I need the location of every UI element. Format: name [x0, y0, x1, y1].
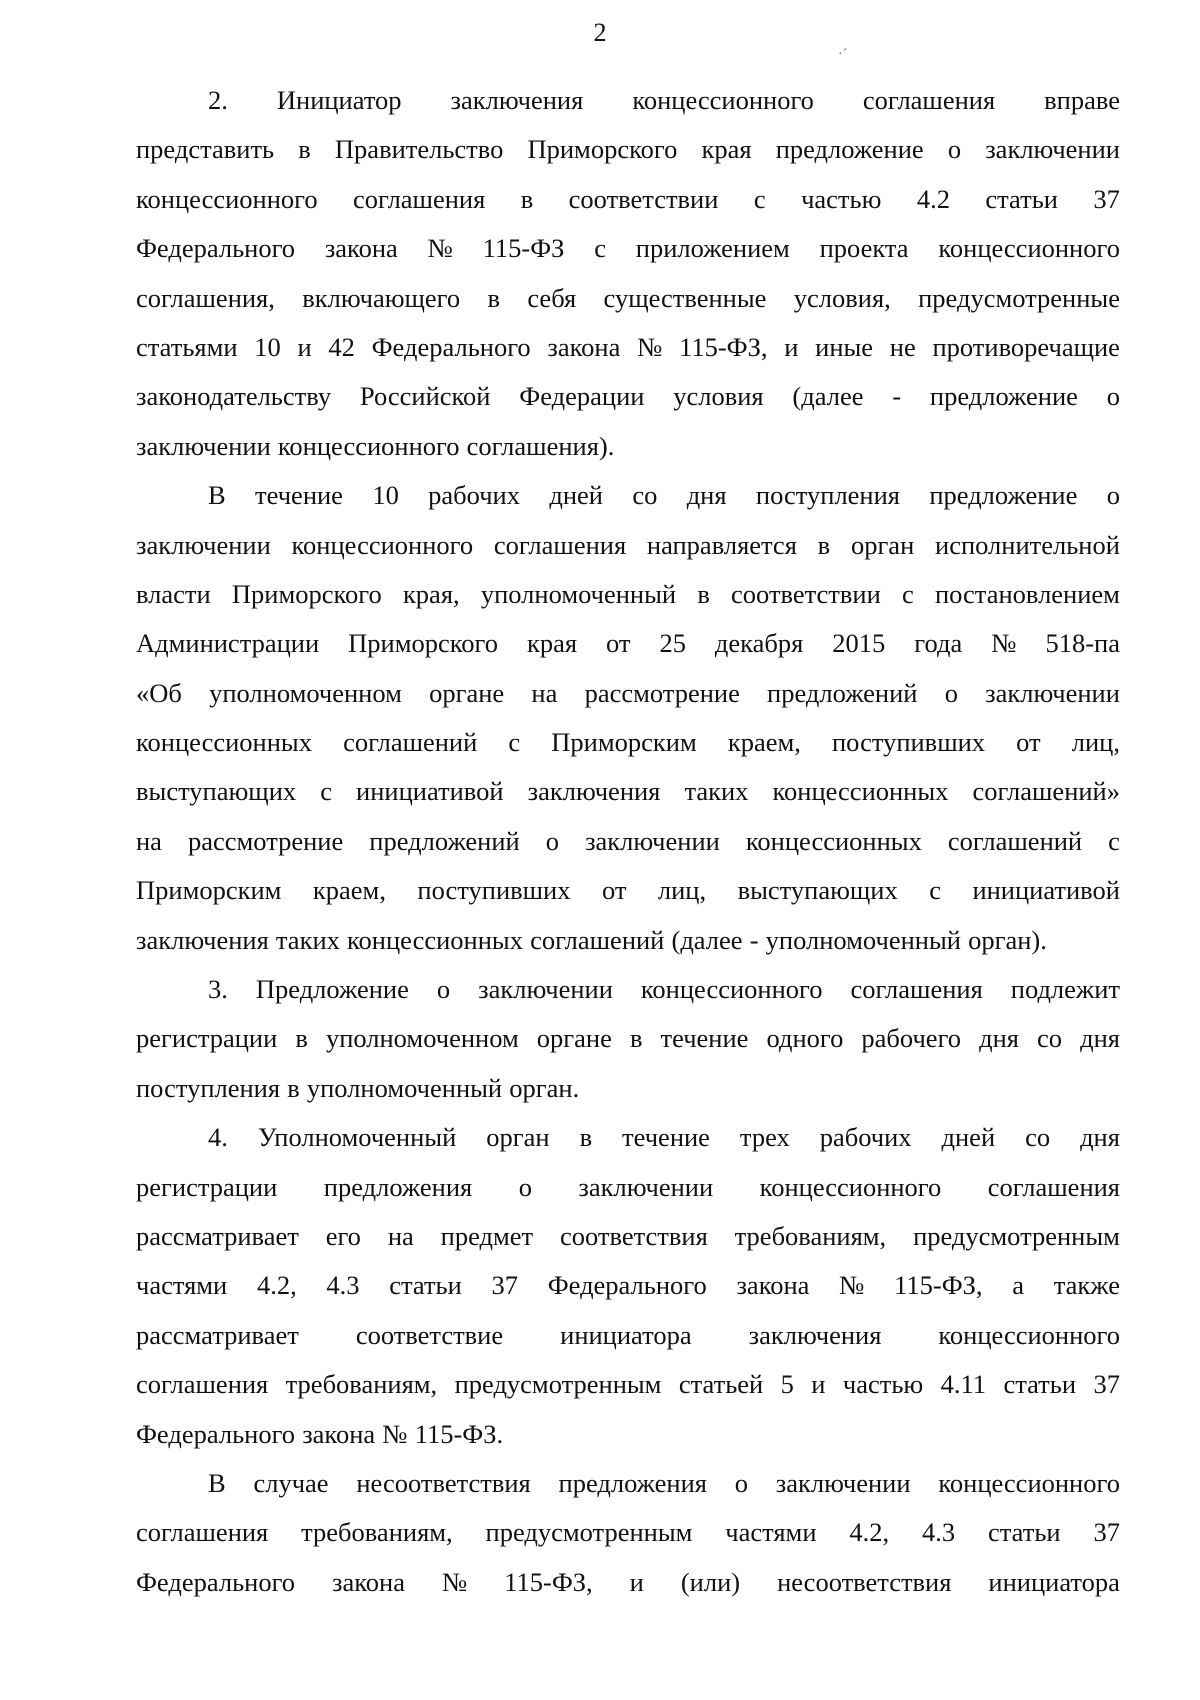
text-line: Приморским краем, поступивших от лиц, выступающих с инициативой: [136, 875, 1120, 906]
text-line: представить в Правительство Приморского края предложение о заключении: [136, 134, 1120, 165]
text-line: регистрации в уполномоченном органе в течение одного рабочего дня со дня: [136, 1023, 1120, 1054]
text-line: заключении концессионного соглашения направляется в орган исполнительной: [136, 529, 1120, 560]
text-line: 4. Уполномоченный орган в течение трех рабочих дней со дня: [208, 1122, 1120, 1153]
text-line: рассматривает его на предмет соответствия требованиям, предусмотренным: [136, 1220, 1120, 1251]
text-line: заключения таких концессионных соглашений (далее - уполномоченный орган).: [136, 924, 1047, 955]
text-line: регистрации предложения о заключении концессионного соглашения: [136, 1171, 1120, 1202]
paragraph: [136, 471, 1120, 965]
text-line: «Об уполномоченном органе на рассмотрение предложений о заключении: [136, 677, 1120, 708]
paragraph: [136, 1459, 1120, 1607]
page-number: 2: [593, 18, 607, 47]
text-line: выступающих с инициативой заключения таких концессионных соглашений»: [136, 776, 1120, 807]
text-line: соглашения требованиям, предусмотренным статьей 5 и частью 4.11 статьи 37: [136, 1369, 1120, 1400]
text-line: Федерального закона № 115-ФЗ.: [136, 1418, 504, 1449]
text-line: концессионных соглашений с Приморским краем, поступивших от лиц,: [136, 727, 1120, 758]
paragraph: [136, 965, 1120, 1113]
text-line: заключении концессионного соглашения).: [136, 430, 615, 461]
paragraph: [136, 1113, 1120, 1459]
text-line: рассматривает соответствие инициатора заключения концессионного: [136, 1319, 1120, 1350]
text-line: поступления в уполномоченный орган.: [136, 1072, 580, 1103]
text-line: на рассмотрение предложений о заключении концессионных соглашений с: [136, 825, 1120, 856]
text-line: Федерального закона № 115-ФЗ с приложением проекта концессионного: [136, 233, 1120, 264]
text-line: соглашения, включающего в себя существенные условия, предусмотренные: [136, 282, 1120, 313]
text-line: В течение 10 рабочих дней со дня поступления предложение о: [208, 480, 1120, 511]
scan-artifact: ·´: [838, 47, 848, 62]
text-line: статьями 10 и 42 Федерального закона № 115-ФЗ, и иные не противоречащие: [136, 331, 1120, 362]
paragraph: [136, 76, 1120, 471]
text-line: концессионного соглашения в соответствии с частью 4.2 статьи 37: [136, 183, 1120, 214]
text-line: законодательству Российской Федерации условия (далее - предложение о: [136, 381, 1120, 412]
text-line: власти Приморского края, уполномоченный в соответствии с постановлением: [136, 578, 1120, 609]
text-line: частями 4.2, 4.3 статьи 37 Федерального закона № 115-ФЗ, а также: [136, 1270, 1120, 1301]
text-line: Администрации Приморского края от 25 декабря 2015 года № 518-па: [136, 628, 1120, 659]
text-line: 3. Предложение о заключении концессионного соглашения подлежит: [208, 974, 1120, 1005]
text-line: Федерального закона № 115-ФЗ, и (или) несоответствия инициатора: [136, 1566, 1120, 1597]
text-line: соглашения требованиям, предусмотренным частями 4.2, 4.3 статьи 37: [136, 1517, 1120, 1548]
text-line: В случае несоответствия предложения о заключении концессионного: [208, 1467, 1120, 1498]
text-line: 2. Инициатор заключения концессионного соглашения вправе: [208, 85, 1120, 115]
document-body: [136, 76, 1120, 1607]
